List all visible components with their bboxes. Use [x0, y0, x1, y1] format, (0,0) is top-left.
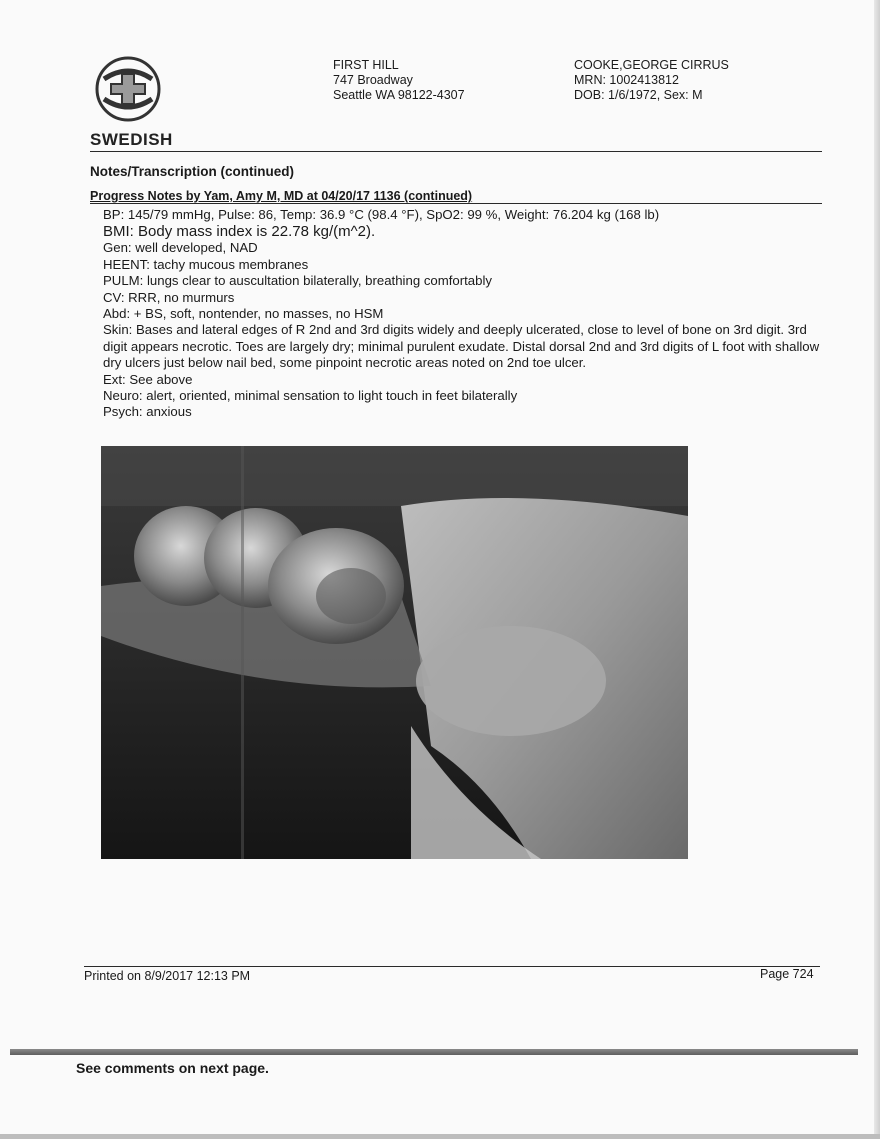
ext-line: Ext: See above — [103, 371, 193, 387]
skin-line: Skin: Bases and lateral edges of R 2nd and 3rd digits widely and deeply ulcerated, close to level of bone on 3rd digit. 3rd digit appears necrotic. Toes are largely dry; minimal purulent exudate. Distal dorsal 2nd and 3rd digits of L foot with shallow dry ulcers just below nail bed, some pinpoint necrotic areas noted on 2nd toe ulcer. — [103, 322, 820, 371]
header-divider — [90, 151, 822, 152]
cv-line: CV: RRR, no murmurs — [103, 289, 235, 305]
page-edge-bottom — [0, 1134, 880, 1139]
bmi-line: BMI: Body mass index is 22.78 kg/(m^2). — [103, 223, 376, 241]
note-heading: Progress Notes by Yam, Amy M, MD at 04/20/17 1136 (continued) — [90, 189, 473, 203]
swedish-logo-icon — [94, 55, 162, 123]
gen-line: Gen: well developed, NAD — [103, 240, 258, 256]
printed-timestamp: Printed on 8/9/2017 12:13 PM — [84, 969, 251, 983]
psych-line: Psych: anxious — [103, 404, 192, 420]
page-edge — [874, 0, 880, 1139]
vitals-line: BP: 145/79 mmHg, Pulse: 86, Temp: 36.9 °C (98.4 °F), SpO2: 99 %, Weight: 76.204 kg (168 lb) — [103, 207, 660, 222]
facility-address — [333, 58, 465, 103]
footer-divider — [84, 966, 820, 967]
page-number: Page 724 — [760, 967, 814, 981]
neuro-line: Neuro: alert, oriented, minimal sensation to light touch in feet bilaterally — [103, 388, 518, 404]
facility-name: FIRST HILL — [333, 58, 399, 72]
patient-dob: DOB: 1/6/1972, Sex: M — [574, 88, 703, 102]
separator-band — [10, 1049, 858, 1055]
note-body — [103, 207, 823, 421]
brand-name: SWEDISH — [90, 130, 173, 149]
patient-info — [574, 58, 729, 103]
clinical-photo — [101, 446, 688, 859]
note-heading-divider — [90, 203, 822, 204]
facility-street: 747 Broadway — [333, 73, 413, 87]
abd-line: Abd: + BS, soft, nontender, no masses, no HSM — [103, 306, 384, 322]
patient-mrn: MRN: 1002413812 — [574, 73, 679, 87]
facility-city: Seattle WA 98122-4307 — [333, 88, 465, 102]
pulm-line: PULM: lungs clear to auscultation bilaterally, breathing comfortably — [103, 273, 492, 289]
heent-line: HEENT: tachy mucous membranes — [103, 256, 309, 272]
patient-name: COOKE,GEORGE CIRRUS — [574, 58, 729, 72]
section-title: Notes/Transcription (continued) — [90, 164, 295, 179]
comments-note: See comments on next page. — [76, 1060, 269, 1076]
